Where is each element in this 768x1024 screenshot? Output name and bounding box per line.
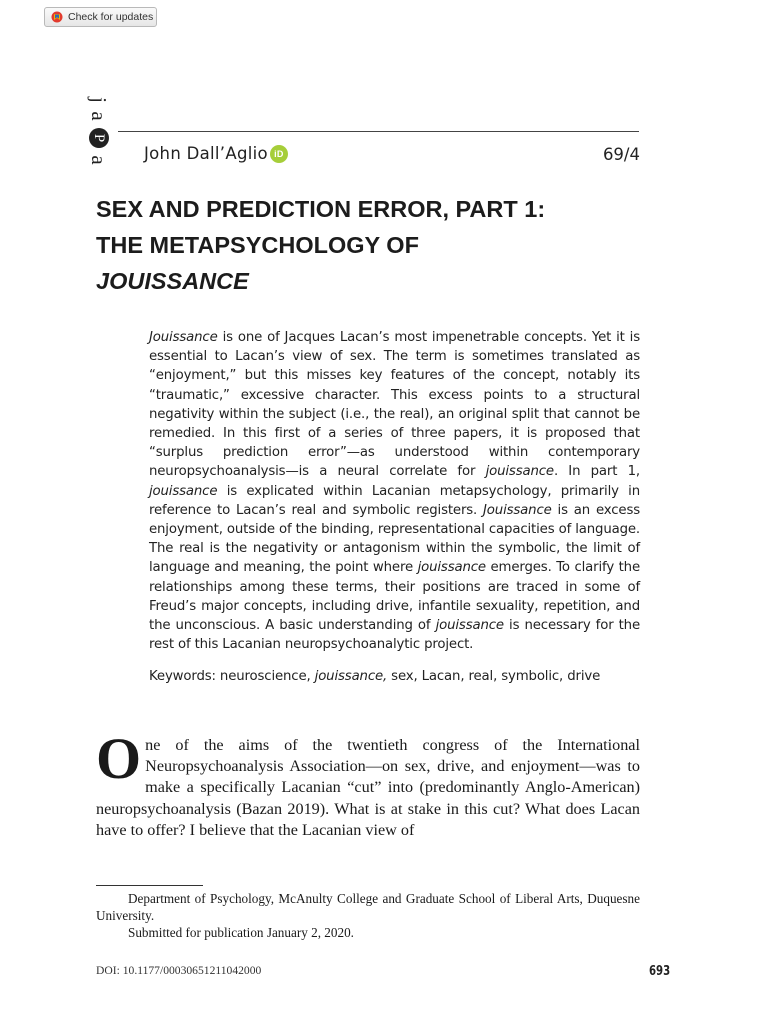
- abstract-italic: jouissance: [435, 618, 504, 634]
- abstract-text: . In part 1,: [553, 464, 640, 480]
- abstract-text: is an excess enjoyment, outside of the binding, representational capacities of language. The real is the negativity or antagonism within the symbolic, the limit of language and meaning, the point where: [149, 502, 640, 576]
- footnote: [96, 891, 640, 941]
- running-head-author: [144, 144, 288, 163]
- abstract-italic: Jouissance: [483, 502, 552, 518]
- footnote-affiliation: Department of Psychology, McAnulty College and Graduate School of Liberal Arts, Duquesne University.: [96, 891, 640, 923]
- drop-cap: O: [96, 726, 142, 791]
- footnote-rule: [96, 885, 203, 886]
- title-line: THE METAPSYCHOLOGY OF: [96, 232, 419, 258]
- abstract-italic: Jouissance: [149, 330, 218, 345]
- abstract-italic: jouissance: [417, 560, 486, 576]
- keywords-text: Keywords: neuroscience,: [149, 669, 315, 684]
- issue-number: 69/4: [602, 145, 640, 164]
- abstract-text: is necessary for the rest of this Lacanian neuropsychoanalytic project.: [149, 618, 640, 653]
- footnote-submitted: Submitted for publication January 2, 2020.: [128, 924, 354, 940]
- keywords: [149, 667, 640, 686]
- keywords-italic: jouissance,: [314, 669, 388, 684]
- keywords-text: sex, Lacan, real, symbolic, drive: [387, 669, 601, 684]
- logo-circle: [89, 128, 109, 148]
- abstract-italic: jouissance: [485, 464, 554, 480]
- title-line: SEX AND PREDICTION ERROR, PART 1:: [96, 196, 546, 222]
- doi[interactable]: DOI: 10.1177/00030651211042000: [96, 964, 262, 977]
- page-number: 693: [648, 964, 670, 979]
- logo-letter: a: [87, 155, 111, 165]
- logo-letter: j: [87, 97, 111, 103]
- abstract-text: emerges. To clarify the relationships among these terms, their positions are traced in some of Freud’s major concepts, including drive, infantile sexuality, repetition, and the unconscious. A basic understanding of: [149, 560, 640, 634]
- journal-logo: [87, 92, 111, 168]
- header-rule: [118, 131, 639, 132]
- logo-letter: a: [87, 111, 111, 121]
- abstract-text: is explicated within Lacanian metapsychology, primarily in reference to Lacan’s real and symbolic registers.: [149, 483, 640, 518]
- body-text: ne of the aims of the twentieth congress of the International Neuropsychoanalysis Association—on sex, drive, and enjoyment—was to make a specifically Lacanian “cut” into (predominantly Anglo-American) neuropsychoanalysis (Bazan 2019). What is at stake in this cut? What does Lacan have to offer? I believe that the Lacanian view of: [96, 736, 640, 839]
- abstract-text: is one of Jacques Lacan’s most impenetrable concepts. Yet it is essential to Lacan’s view of sex. The term is sometimes translated as “enjoyment,” but this misses key features of the concept, notably its “traumatic,” excessive character. This excess points to a structural negativity within the subject (i.e., the real), an original split that cannot be remedied. In this first of a series of three papers, it is proposed that “surplus prediction error”—as understood within contemporary neuropsychoanalysis—is a neural correlate for: [149, 330, 640, 480]
- body-paragraph: [96, 726, 640, 841]
- abstract-italic: jouissance: [149, 483, 218, 499]
- check-for-updates-button[interactable]: [44, 7, 157, 27]
- crossmark-icon: [51, 11, 63, 23]
- check-for-updates-label: Check for updates: [68, 11, 154, 23]
- abstract: [149, 328, 640, 654]
- logo-letter: P: [91, 133, 107, 143]
- author-name: John Dall’Aglio: [144, 144, 268, 163]
- title-line: JOUISSANCE: [96, 268, 249, 294]
- orcid-icon[interactable]: iD: [270, 145, 288, 163]
- article-title: [96, 191, 656, 299]
